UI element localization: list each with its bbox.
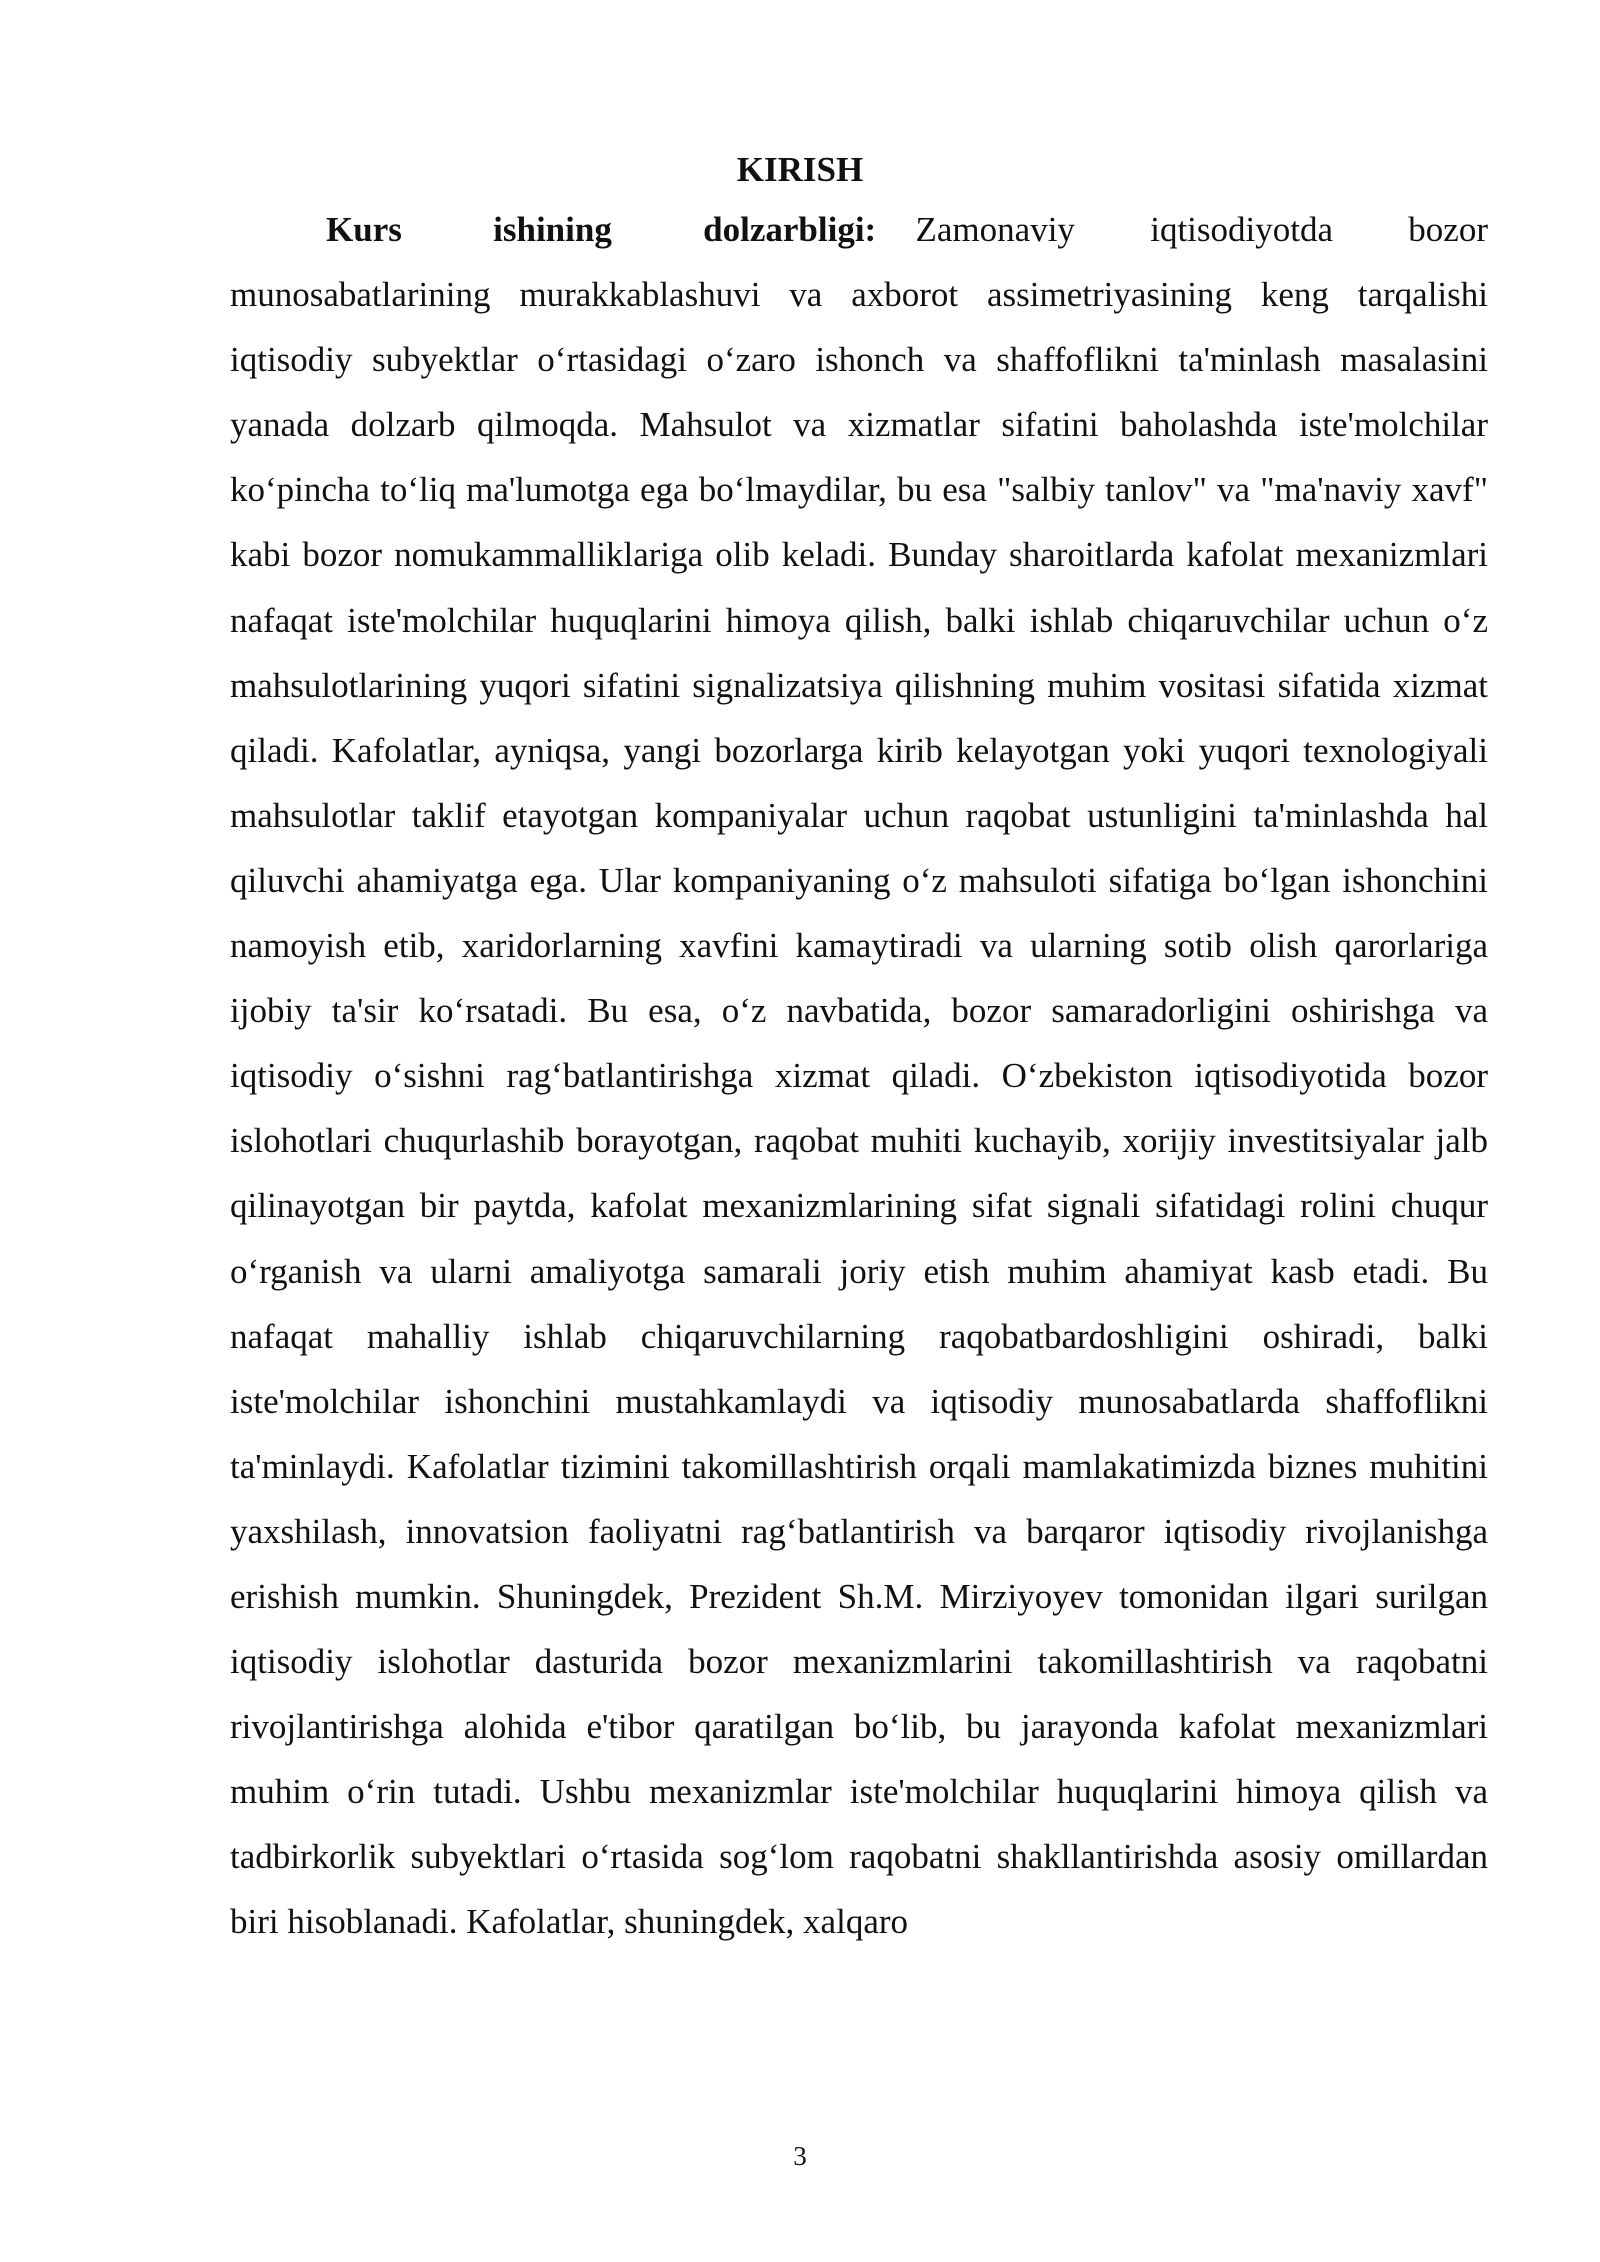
page-number: 3: [793, 2141, 807, 2171]
introduction-paragraph: [230, 197, 1488, 1955]
page-title: KIRISH: [736, 150, 864, 189]
paragraph-body: munosabatlarining murakkablashuvi va axborot assimetriyasining keng tarqalishi iqtisodiy subyektlar oʻrtasidagi oʻzaro ishonch va shaffoflikni ta'minlash masalasini yanada dolzarb qilmoqda. Mahsulot va xizmatlar sifatini baholashda iste'molchilar koʻpincha toʻliq ma'lumotga ega boʻlmaydilar, bu esa "salbiy tanlov" va "ma'naviy xavf" kabi bozor nomukammalliklariga olib keladi. Bunday sharoitlarda kafolat mexanizmlari nafaqat iste'molchilar huquqlarini himoya qilish, balki ishlab chiqaruvchilar uchun oʻz mahsulotlarining yuqori sifatini signalizatsiya qilishning muhim vositasi sifatida xizmat qiladi. Kafolatlar, ayniqsa, yangi bozorlarga kirib kelayotgan yoki yuqori texnologiyali mahsulotlar taklif etayotgan kompaniyalar uchun raqobat ustunligini ta'minlashda hal qiluvchi ahamiyatga ega. Ular kompaniyaning oʻz mahsuloti sifatiga boʻlgan ishonchini namoyish etib, xaridorlarning xavfini kamaytiradi va ularning sotib olish qarorlariga ijobiy ta'sir koʻrsatadi. Bu esa, oʻz navbatida, bozor samaradorligini oshirishga va iqtisodiy oʻsishni ragʻbatlantirishga xizmat qiladi. Oʻzbekiston iqtisodiyotida bozor islohotlari chuqurlashib borayotgan, raqobat muhiti kuchayib, xorijiy investitsiyalar jalb qilinayotgan bir paytda, kafolat mexanizmlarining sifat signali sifatidagi rolini chuqur oʻrganish va ularni amaliyotga samarali joriy etish muhim ahamiyat kasb etadi. Bu nafaqat mahalliy ishlab chiqaruvchilarning raqobatbardoshligini oshiradi, balki iste'molchilar ishonchini mustahkamlaydi va iqtisodiy munosabatlarda shaffoflikni ta'minlaydi. Kafolatlar tizimini takomillashtirish orqali mamlakatimizda biznes muhitini yaxshilash, innovatsion faoliyatni ragʻbatlantirish va barqaror iqtisodiy rivojlanishga erishish mumkin. Shuningdek, Prezident Sh.M. Mirziyoyev tomonidan ilgari surilgan iqtisodiy islohotlar dasturida bozor mexanizmlarini takomillashtirish va raqobatni rivojlantirishga alohida e'tibor qaratilgan boʻlib, bu jarayonda kafolat mexanizmlari muhim oʻrin tutadi. Ushbu mexanizmlar iste'molchilar huquqlarini himoya qilish va tadbirkorlik subyektlari oʻrtasida sogʻlom raqobatni shakllantirishda asosiy omillardan biri hisoblanadi. Kafolatlar, shuningdek, xalqaro: [230, 275, 1488, 1942]
paragraph-opening-words: Zamonaviy iqtisodiyotda bozor: [915, 210, 1488, 249]
relevance-label: Kurs ishining dolzarbligi:: [326, 210, 877, 249]
